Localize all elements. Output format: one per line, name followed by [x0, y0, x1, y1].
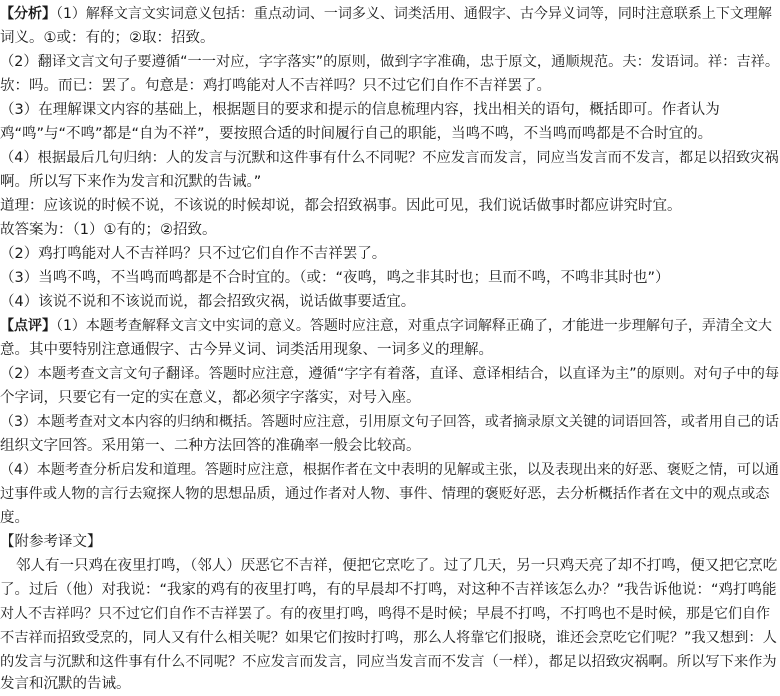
analysis-line-1: 【分析】（1）解释文言文实词意义包括：重点动词、一词多义、词类活用、通假字、古今异义词等，同时注意联系上下文理解 [0, 6, 772, 22]
answer-line-2: （2）鸡打鸣能对人不吉祥吗？只不过它们自作不吉祥罢了。 [0, 246, 387, 262]
translation-line-1: 邻人有一只鸡在夜里打鸣，（邻人）厌恶它不吉祥，便把它烹吃了。过了几天，另一只鸡天亮了却不打鸣，便又把它烹吃 [16, 558, 778, 574]
analysis-line-6: 鸡“鸣”与“不鸣”都是“自为不祥”，要按照合适的时间履行自己的职能，当鸣不鸣，不当鸣而鸣都是不合时宜的。 [0, 126, 713, 142]
comment-line-4: 个字词，只要它有一定的实在意义，都必须字字落实，对号入座。 [0, 390, 421, 406]
analysis-line-5: （3）在理解课文内容的基础上，根据题目的要求和提示的信息梳理内容，找出相关的语句，概括即可。作者认为 [0, 102, 720, 118]
analysis-line-4: 欤：吗。而已：罢了。句意是：鸡打鸣能对人不吉祥吗？只不过它们自作不吉祥罢了。 [0, 78, 551, 94]
comment-line-5: （3）本题考查对文本内容的归纳和概括。答题时应注意，引用原文句子回答，或者摘录原文关键的词语回答，或者用自己的话 [0, 414, 779, 430]
analysis-tag: 【分析】 [0, 6, 56, 22]
analysis-line-7: （4）根据最后几句归纳：人的发言与沉默和这件事有什么不同呢？不应发言而发言，同应当发言而不发言，都足以招致灾祸 [0, 150, 779, 166]
comment-line-8: 过事件或人物的言行去窥探人物的思想品质，通过作者对人物、事件、情理的褒贬好恶，去分析概括作者在文中的观点或态 [0, 486, 770, 502]
answer-line-4: （4）该说不说和不该说而说，都会招致灾祸，说话做事要适宜。 [0, 294, 416, 310]
comment-tag: 【点评】 [0, 318, 56, 334]
translation-line-4: 不吉祥而招致受烹的，同人又有什么相关呢？如果它们按时打鸣，那么人将靠它们报晓，谁还会烹吃它们呢？”我又想到：人 [0, 630, 777, 646]
analysis-line-3: （2）翻译文言文句子要遵循“一一对应，字字落实”的原则，做到字字准确，忠于原文，通顺规范。夫：发语词。祥：吉祥。 [0, 54, 780, 70]
comment-line-6: 组织文字回答。采用第一、二种方法回答的准确率一般会比较高。 [0, 438, 421, 454]
comment-line-1: 【点评】（1）本题考查解释文言文中实词的意义。答题时应注意，对重点字词解释正确了，才能进一步理解句子，弄清全文大 [0, 318, 772, 334]
comment-line-3: （2）本题考查文言文句子翻译。答题时应注意，遵循“字字有着落，直译、意译相结合，以直译为主”的原则。对句子中的每 [0, 366, 780, 382]
answer-line-3: （3）当鸣不鸣，不当鸣而鸣都是不合时宜的。（或：“夜鸣，鸣之非其时也；旦而不鸣，不鸣非其时也”） [0, 270, 670, 286]
reason-line: 道理：应该说的时候不说，不该说的时候却说，都会招致祸事。因此可见，我们说话做事时都应讲究时宜。 [0, 198, 682, 214]
analysis-line-8: 啊。所以写下来作为发言和沉默的告诫。” [0, 174, 262, 190]
translation-line-3: 对人不吉祥吗？只不过它们自作不吉祥罢了。有的夜里打鸣，鸣得不是时候；早晨不打鸣，不打鸣也不是时候，那是它们自作 [0, 606, 770, 622]
translation-tag: 【附参考译文】 [0, 534, 102, 550]
answer-line-1: 故答案为：（1）①有的；②招致。 [0, 222, 217, 238]
translation-line-6: 发言和沉默的告诫。 [0, 676, 131, 692]
comment-line-9: 度。 [0, 510, 29, 526]
analysis-line-2: 词义。①或：有的；②取：招致。 [0, 30, 215, 46]
comment-line-7: （4）本题考查分析启发和道理。答题时应注意，根据作者在文中表明的见解或主张，以及表现出来的好恶、褒贬之情，可以通 [0, 462, 779, 478]
translation-line-2: 了。过后（他）对我说：“我家的鸡有的夜里打鸣，有的早晨却不打鸣，对这种不吉祥该怎么办？”我告诉他说：“鸡打鸣能 [0, 582, 777, 598]
comment-line-2: 意。其中要特别注意通假字、古今异义词、词类活用现象、一词多义的理解。 [0, 342, 493, 358]
translation-line-5: 的发言与沉默和这件事有什么不同呢？不应发言而发言，同应当发言而不发言（一样），都足以招致灾祸啊。所以写下来作为 [0, 654, 777, 670]
